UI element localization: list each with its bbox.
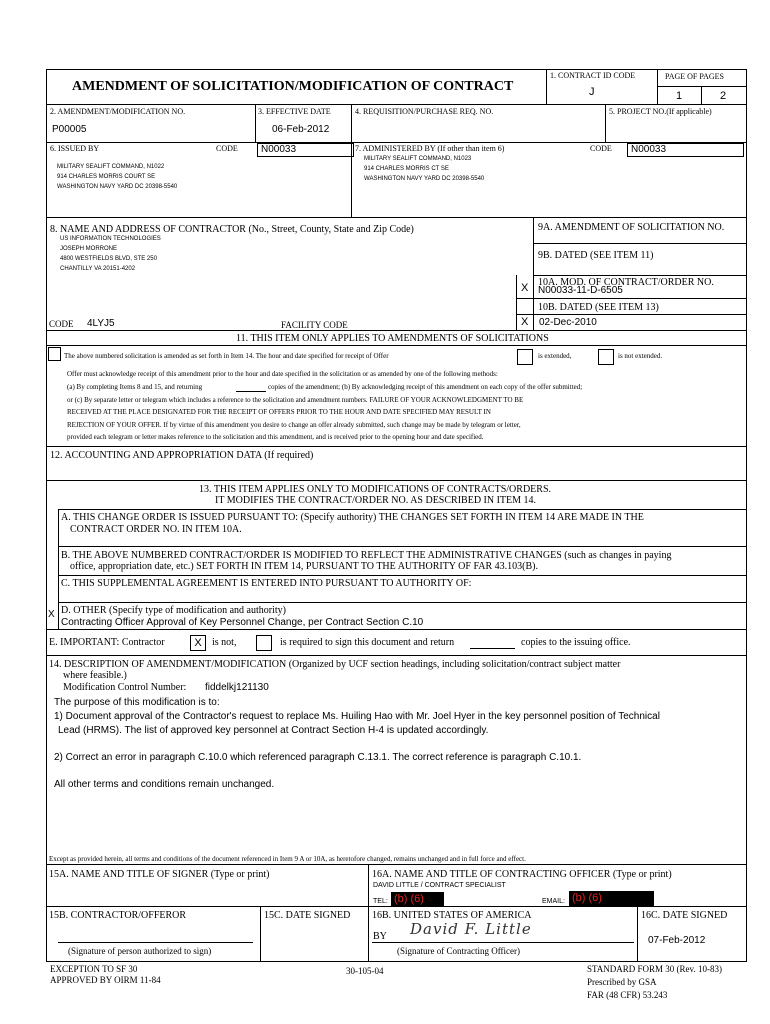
- effective-date-value: 06-Feb-2012: [272, 124, 330, 135]
- admin-line-1: MILITARY SEALIFT COMMAND, N1023: [364, 156, 472, 162]
- contractor-line-4: CHANTILLY VA 20151-4202: [60, 266, 136, 272]
- item11-para-2b: copies of the amendment; (b) By acknowledging receipt of this amendment on each copy of the offer submitted;: [268, 383, 583, 391]
- tel-label: TEL:: [373, 898, 388, 905]
- page-count: 2: [720, 90, 727, 102]
- important-label: E. IMPORTANT: Contractor: [49, 637, 165, 648]
- item11-para-1: Offer must acknowledge receipt of this amendment prior to the hour and date specified in the solicitation or as amended by one of the following methods:: [67, 370, 498, 378]
- form-code: 30-105-04: [346, 966, 384, 976]
- issued-code-label: CODE: [216, 144, 238, 153]
- purpose-heading: The purpose of this modification is to:: [54, 697, 220, 708]
- item11-para-3: or (c) By separate letter or telegram which includes a reference to the solicitation and amendment numbers. FAILURE OF YOUR ACKNOWLEDGMENT TO BE: [67, 396, 524, 404]
- mod-contract-label: 10A. MOD. OF CONTRACT/ORDER NO.: [538, 277, 714, 288]
- dated-10b-value: 02-Dec-2010: [539, 317, 597, 328]
- item11-para-5: REJECTION OF YOUR OFFER. If by virtue of this amendment you desire to change an offer already submitted, such change may be made by telegram or letter,: [67, 421, 521, 429]
- officer-name-label: 16A. NAME AND TITLE OF CONTRACTING OFFICER (Type or print): [372, 869, 672, 880]
- item11-para-4: RECEIVED AT THE PLACE DESIGNATED FOR THE RECEIPT OF OFFERS PRIOR TO THE HOUR AND DATE SPECIFIED MAY RESULT IN: [67, 408, 491, 416]
- contractor-line-1: US INFORMATION TECHNOLOGIES: [60, 236, 161, 242]
- officer-date-signed-value: 07-Feb-2012: [648, 935, 706, 946]
- item13-b-line2: office, appropriation date, etc.) SET FORTH IN ITEM 14, PURSUANT TO THE AUTHORITY OF FAR 43.103(B).: [70, 561, 538, 572]
- contractor-line-2: JOSEPH MORRONE: [60, 246, 118, 252]
- amend-solicitation-label: 9A. AMENDMENT OF SOLICITATION NO.: [538, 222, 725, 233]
- is-not-label: is not,: [212, 637, 237, 648]
- description-label-2: where feasible.): [63, 670, 127, 681]
- item13-title-2: IT MODIFIES THE CONTRACT/ORDER NO. AS DESCRIBED IN ITEM 14.: [215, 495, 537, 506]
- purpose-line-3: 2) Correct an error in paragraph C.10.0 which referenced paragraph C.13.1. The correct reference is paragraph C.10.1.: [54, 752, 582, 763]
- email-redacted: (b) (6): [569, 891, 654, 907]
- item13-a-line2: CONTRACT ORDER NO. IN ITEM 10A.: [70, 524, 242, 535]
- usa-label: 16B. UNITED STATES OF AMERICA: [372, 910, 532, 921]
- issued-by-line-2: 914 CHARLES MORRIS COURT SE: [57, 174, 156, 180]
- mod-control-value: fiddelkj121130: [205, 682, 269, 693]
- form-title: AMENDMENT OF SOLICITATION/MODIFICATION OF CONTRACT: [72, 79, 514, 94]
- is-required-label: is required to sign this document and return: [280, 637, 455, 648]
- extended-checkbox[interactable]: [517, 349, 533, 365]
- description-label-1: 14. DESCRIPTION OF AMENDMENT/MODIFICATION (Organized by UCF section headings, including solicitation/contract subject matter: [49, 659, 621, 670]
- issued-by-line-3: WASHINGTON NAVY YARD DC 20398-5540: [57, 184, 178, 190]
- item11-checkbox-amended[interactable]: [48, 347, 61, 361]
- admin-code-label: CODE: [590, 144, 612, 153]
- contractor-code-value: 4LYJ5: [87, 318, 115, 329]
- item11-para-6: provided each telegram or letter makes reference to the solicitation and this amendment, and is received prior to the opening hour and date specified.: [67, 433, 484, 441]
- contract-id-value: J: [589, 86, 595, 98]
- far-label: FAR (48 CFR) 53.243: [587, 990, 668, 1000]
- email-label: EMAIL:: [542, 898, 565, 905]
- contractor-date-signed-label: 15C. DATE SIGNED: [264, 910, 351, 921]
- tel-redacted: (b) (6): [391, 892, 444, 907]
- signature-person-label: (Signature of person authorized to sign): [68, 946, 212, 956]
- standard-form-label: STANDARD FORM 30 (Rev. 10-83): [587, 964, 722, 974]
- purpose-line-4: All other terms and conditions remain unchanged.: [54, 779, 275, 790]
- issued-by-label: 6. ISSUED BY: [50, 144, 100, 153]
- is-extended-label: is extended,: [538, 352, 572, 360]
- amend-no-value: P00005: [52, 124, 87, 135]
- is-required-checkbox[interactable]: [256, 635, 272, 651]
- dated-10b-mark: X: [521, 316, 529, 328]
- dated-10b-label: 10B. DATED (SEE ITEM 13): [538, 302, 659, 313]
- exception-label: EXCEPTION TO SF 30: [50, 964, 138, 974]
- item13-a-line1: A. THIS CHANGE ORDER IS ISSUED PURSUANT TO: (Specify authority) THE CHANGES SET FORTH IN ITEM 14 ARE MADE IN THE: [61, 512, 644, 523]
- item11-title: 11. THIS ITEM ONLY APPLIES TO AMENDMENTS OF SOLICITATIONS: [236, 333, 549, 344]
- mod-contract-mark: X: [521, 282, 529, 294]
- administered-by-label: 7. ADMINISTERED BY (If other than item 6): [355, 144, 505, 153]
- return-copies-blank: [470, 648, 515, 649]
- accounting-label: 12. ACCOUNTING AND APPROPRIATION DATA (If required): [50, 450, 314, 461]
- signer-name-label: 15A. NAME AND TITLE OF SIGNER (Type or print): [49, 869, 270, 880]
- approved-label: APPROVED BY OIRM 11-84: [50, 975, 161, 985]
- item13-d-value: Contracting Officer Approval of Key Personnel Change, per Contract Section C.10: [61, 617, 424, 628]
- contract-id-label: 1. CONTRACT ID CODE: [550, 71, 636, 80]
- admin-line-3: WASHINGTON NAVY YARD DC 20398-5540: [364, 176, 485, 182]
- page-number: 1: [676, 90, 683, 102]
- admin-line-2: 914 CHARLES MORRIS CT SE: [364, 166, 449, 172]
- issued-code-box: N00033: [257, 143, 354, 157]
- requisition-label: 4. REQUISITION/PURCHASE REQ. NO.: [355, 107, 494, 116]
- signature-officer-label: (Signature of Contracting Officer): [397, 946, 521, 956]
- copies-issuing-label: copies to the issuing office.: [521, 637, 631, 648]
- purpose-line-1: 1) Document approval of the Contractor's request to replace Ms. Huiling Hao with Mr. Joel Hyer in the key personnel position of Technical: [54, 711, 660, 722]
- item13-d-mark: X: [48, 609, 55, 620]
- amend-no-label: 2. AMENDMENT/MODIFICATION NO.: [50, 107, 186, 116]
- project-no-label: 5. PROJECT NO.(If applicable): [609, 107, 712, 116]
- item13-c: C. THIS SUPPLEMENTAL AGREEMENT IS ENTERED INTO PURSUANT TO AUTHORITY OF:: [61, 578, 472, 589]
- facility-code-label: FACILITY CODE: [281, 320, 348, 330]
- item13-title-1: 13. THIS ITEM APPLIES ONLY TO MODIFICATIONS OF CONTRACTS/ORDERS.: [199, 484, 552, 495]
- mod-contract-value: N00033-11-D-6505: [538, 285, 623, 296]
- mod-control-label: Modification Control Number:: [63, 682, 187, 693]
- officer-date-signed-label: 16C. DATE SIGNED: [641, 910, 728, 921]
- contractor-label: 8. NAME AND ADDRESS OF CONTRACTOR (No., Street, County, State and Zip Code): [50, 224, 414, 235]
- contractor-offeror-label: 15B. CONTRACTOR/OFFEROR: [49, 910, 187, 921]
- effective-date-label: 3. EFFECTIVE DATE: [258, 107, 331, 116]
- contractor-code-label: CODE: [49, 319, 74, 329]
- copies-blank: [236, 391, 266, 392]
- dated-9b-label: 9B. DATED (SEE ITEM 11): [538, 250, 654, 261]
- item13-b-line1: B. THE ABOVE NUMBERED CONTRACT/ORDER IS MODIFIED TO REFLECT THE ADMINISTRATIVE CHANGES (such as changes in paying: [61, 550, 672, 561]
- by-label: BY: [373, 931, 387, 942]
- officer-signature: David F. Little: [410, 920, 532, 938]
- item13-d: D. OTHER (Specify type of modification and authority): [61, 605, 286, 616]
- not-extended-label: is not extended.: [618, 352, 663, 360]
- item11-line1: The above numbered solicitation is amended as set forth in Item 14. The hour and date specified for receipt of Offer: [64, 352, 389, 360]
- issued-by-line-1: MILITARY SEALIFT COMMAND, N1022: [57, 164, 165, 170]
- prescribed-label: Prescribed by GSA: [587, 977, 657, 987]
- is-not-checkbox[interactable]: X: [190, 635, 206, 651]
- admin-code-box: N00033: [627, 143, 744, 157]
- item14-footer: Except as provided herein, all terms and conditions of the document referenced in Item 9 A or 10A, as heretofore changed, remains unchanged and in full force and effect.: [49, 855, 526, 863]
- purpose-line-2: Lead (HRMS). The list of approved key personnel at Contract Section H-4 is updated accordingly.: [58, 725, 489, 736]
- page-of-pages-label: PAGE OF PAGES: [665, 72, 724, 81]
- not-extended-checkbox[interactable]: [598, 349, 614, 365]
- contractor-line-3: 4800 WESTFIELDS BLVD, STE 250: [60, 256, 157, 262]
- officer-name-value: DAVID LITTLE / CONTRACT SPECIALIST: [373, 882, 506, 889]
- item11-para-2a: (a) By completing Items 8 and 15, and returning: [67, 383, 203, 391]
